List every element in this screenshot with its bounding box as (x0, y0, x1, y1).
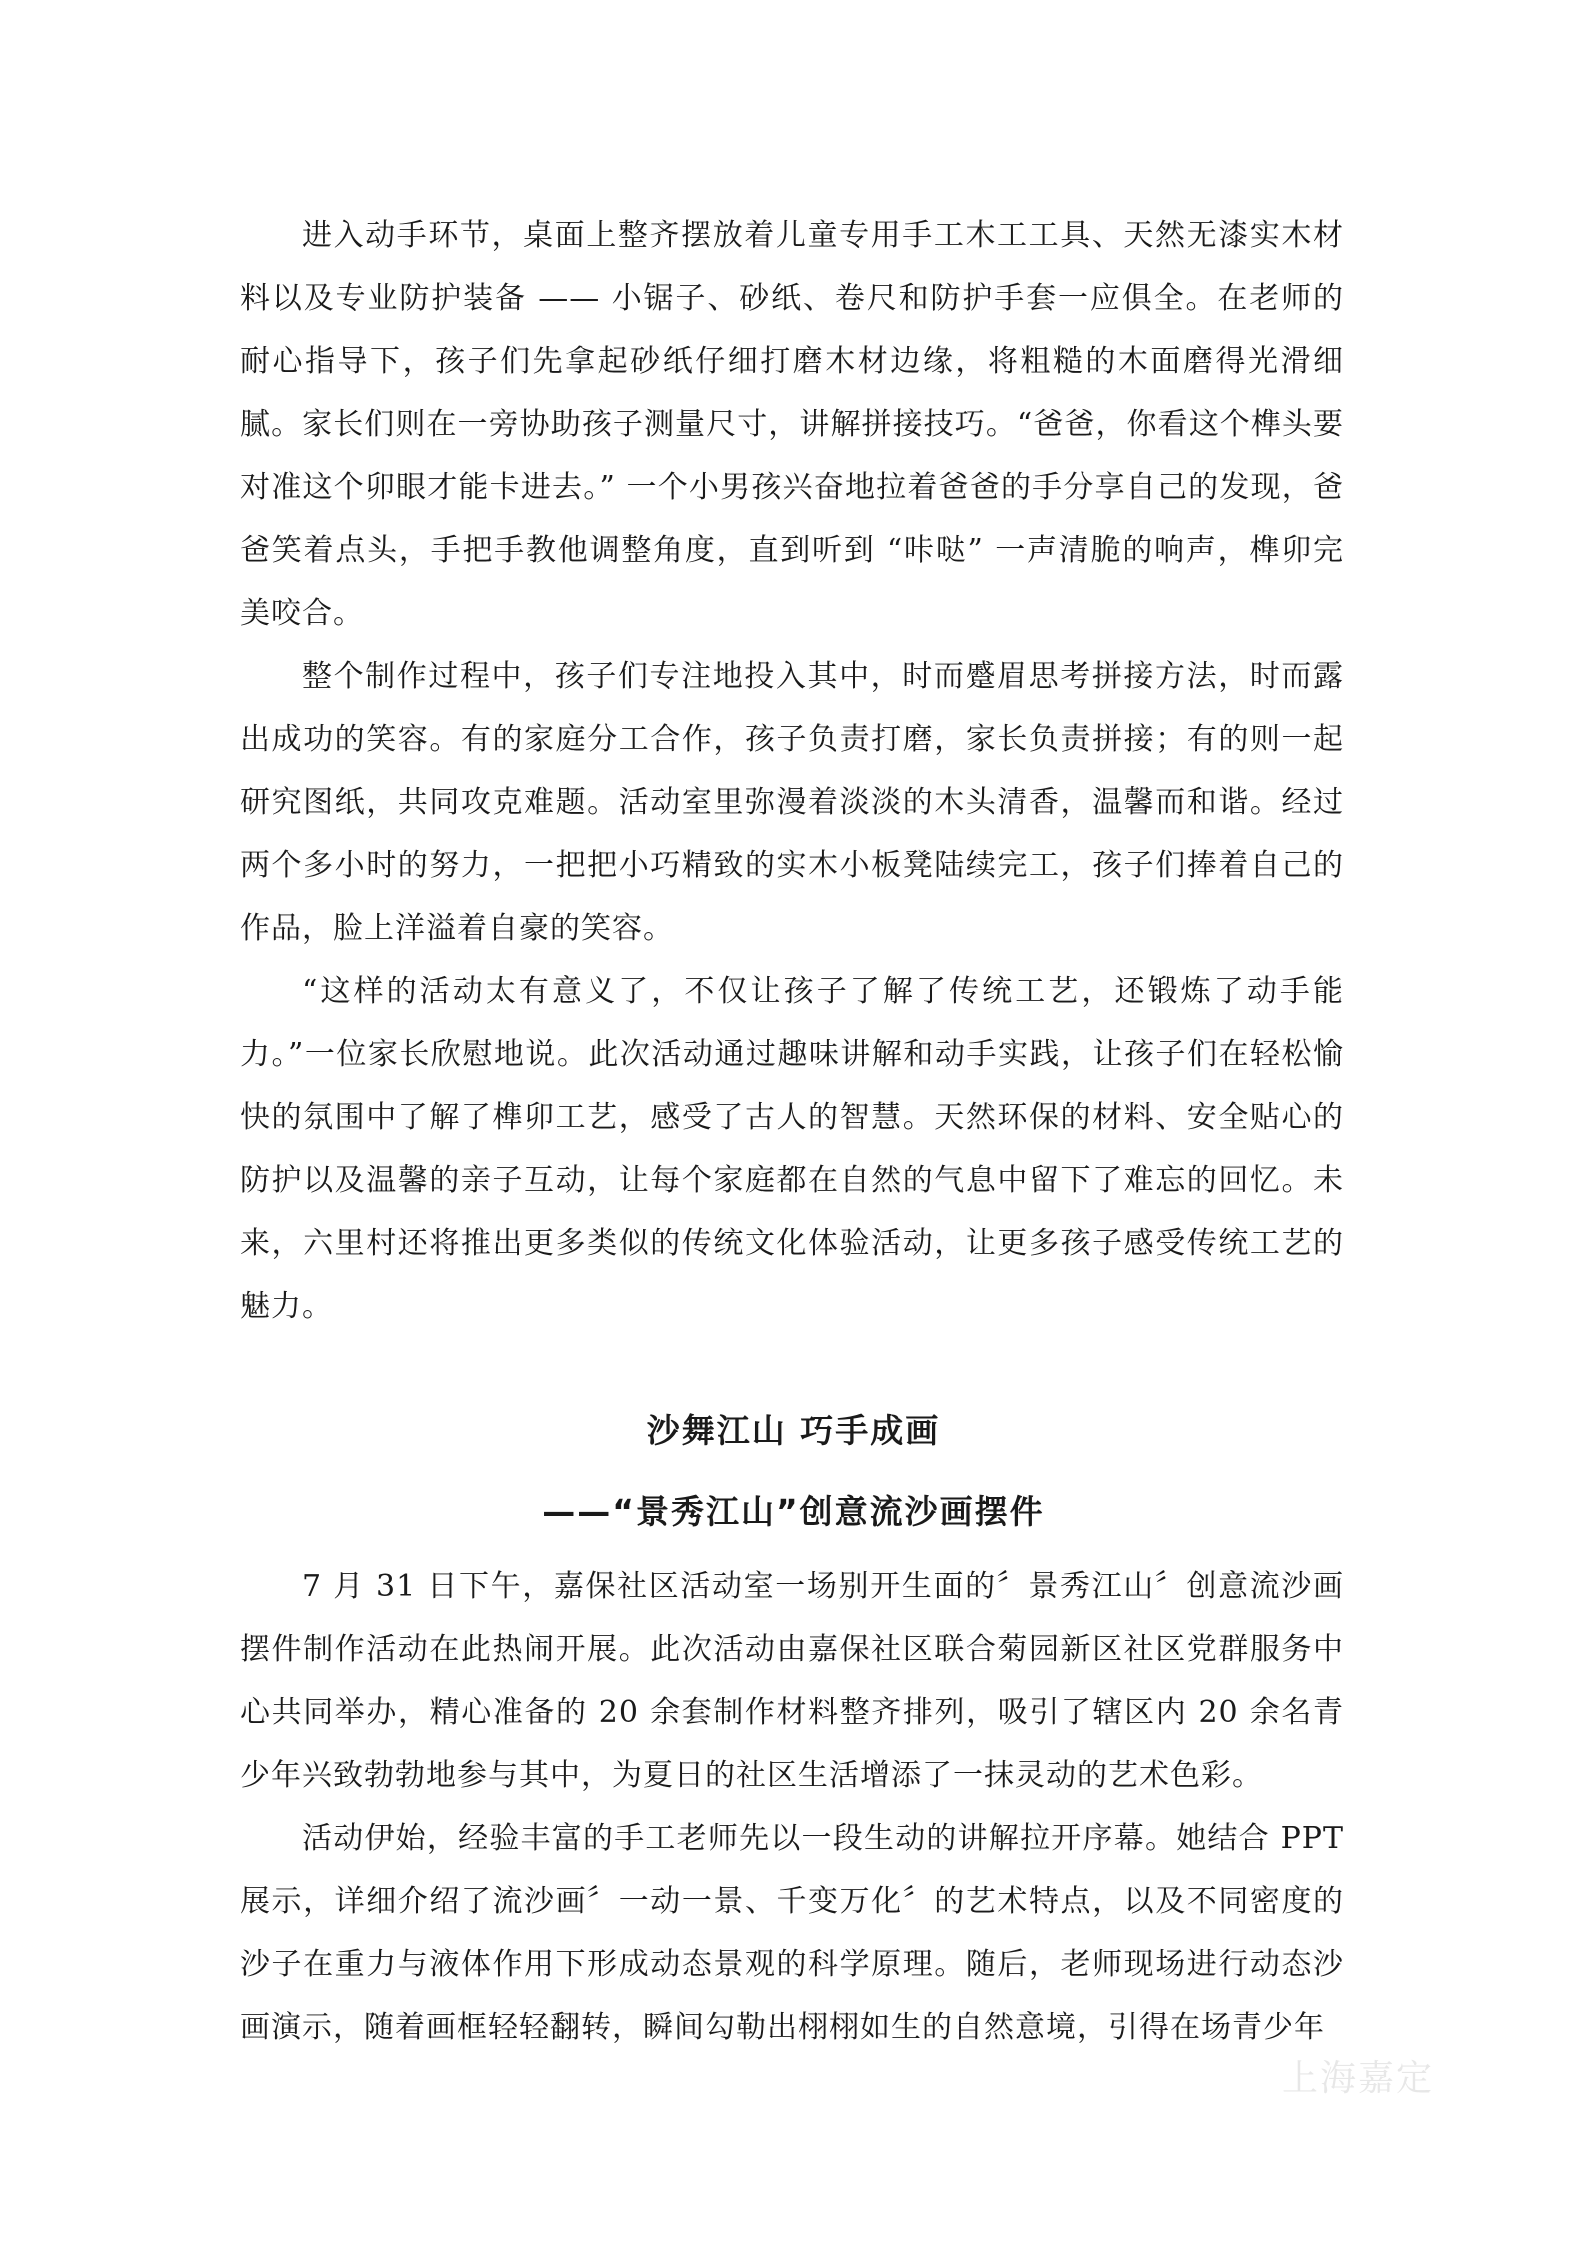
section2-title: 沙舞江山 巧手成画 (646, 1411, 941, 1450)
section1-paragraph-3: “这样的活动太有意义了，不仅让孩子了解了传统工艺，还锻炼了动手能力。”一位家长欣慰地说。此次活动通过趣味讲解和动手实践，让孩子们在轻松愉快的氛围中了解了榫卯工艺，感受了古人的智慧。天然环保的材料、安全贴心的防护以及温馨的亲子互动，让每个家庭都在自然的气息中留下了难忘的回忆。未来，六里村还将推出更多类似的传统文化体验活动，让更多孩子感受传统工艺的魅力。 (240, 974, 1344, 1324)
section1-body (240, 204, 1344, 1338)
section2-body (240, 1555, 1344, 2059)
watermark-logo (1278, 2048, 1478, 2104)
section2-paragraph-1: 7 月 31 日下午，嘉保社区活动室一场别开生面的〞景秀江山〞创意流沙画摆件制作活动在此热闹开展。此次活动由嘉保社区联合菊园新区社区党群服务中心共同举办，精心准备的 20 余套制作材料整齐排列，吸引了辖区内 20 余名青少年兴致勃勃地参与其中，为夏日的社区生活增添了一抹灵动的艺术色彩。 (240, 1569, 1344, 1793)
section2-paragraph-2: 活动伊始，经验丰富的手工老师先以一段生动的讲解拉开序幕。她结合 PPT 展示，详细介绍了流沙画〞一动一景、千变万化〞的艺术特点，以及不同密度的沙子在重力与液体作用下形成动态景观的科学原理。随后，老师现场进行动态沙画演示，随着画框轻轻翻转，瞬间勾勒出栩栩如生的自然意境，引得在场青少年 (240, 1821, 1344, 2045)
watermark-text: 上海嘉定 (1282, 2057, 1435, 2098)
section2-subtitle: ——“景秀江山”创意流沙画摆件 (542, 1492, 1045, 1531)
section1-paragraph-2: 整个制作过程中，孩子们专注地投入其中，时而蹙眉思考拼接方法，时而露出成功的笑容。有的家庭分工合作，孩子负责打磨，家长负责拼接；有的则一起研究图纸，共同攻克难题。活动室里弥漫着淡淡的木头清香，温馨而和谐。经过两个多小时的努力，一把把小巧精致的实木小板凳陆续完工，孩子们捧着自己的作品，脸上洋溢着自豪的笑容。 (240, 659, 1344, 946)
section1-paragraph-1: 进入动手环节，桌面上整齐摆放着儿童专用手工木工工具、天然无漆实木材料以及专业防护装备 —— 小锯子、砂纸、卷尺和防护手套一应俱全。在老师的耐心指导下，孩子们先拿起砂纸仔细打磨木材边缘，将粗糙的木面磨得光滑细腻。家长们则在一旁协助孩子测量尺寸，讲解拼接技巧。“爸爸，你看这个榫头要对准这个卯眼才能卡进去。” 一个小男孩兴奋地拉着爸爸的手分享自己的发现，爸爸笑着点头，手把手教他调整角度，直到听到 “咔哒” 一声清脆的响声，榫卯完美咬合。 (240, 218, 1344, 631)
